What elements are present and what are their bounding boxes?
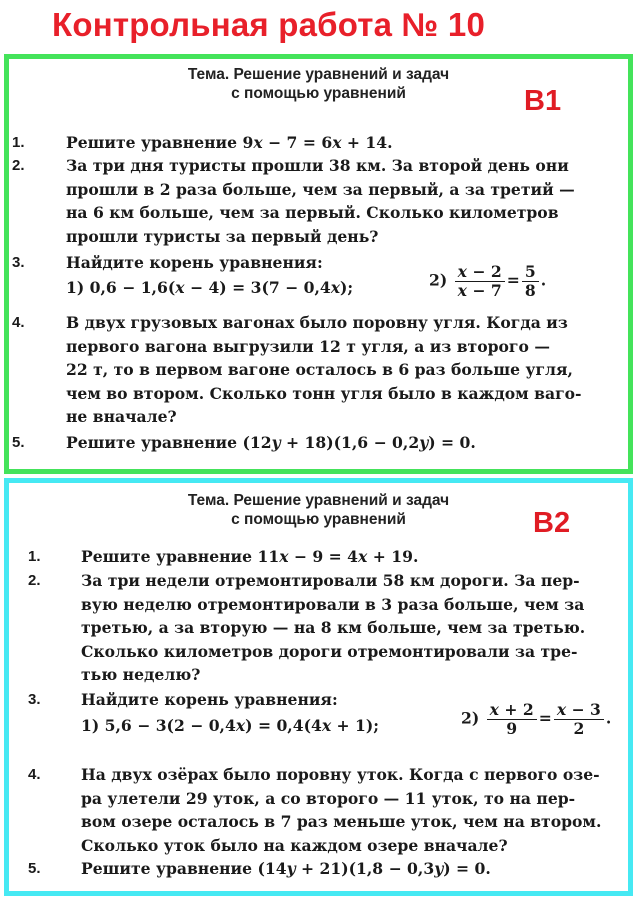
equation-end: . [605, 708, 612, 728]
task-line: За три недели отремонтировали 58 км дороги. За пер- [81, 571, 580, 590]
page-title: Контрольная работа № 10 [52, 6, 486, 43]
variant-2-box [4, 478, 633, 896]
fraction-right [522, 263, 539, 300]
task-line: вую неделю отремонтировали в 3 раза больше, чем за [81, 594, 585, 614]
variant-label: В2 [533, 507, 571, 539]
topic-line-2: с помощью уравнений [231, 85, 406, 102]
task-number: 3. [12, 254, 25, 271]
task-line: 22 т, то в первом вагоне осталось в 6 раз больше угля, [66, 360, 573, 380]
equation-2-prefix: 2) [461, 708, 480, 728]
task-line: на 6 км больше, чем за первый. Сколько километров [66, 203, 559, 223]
equals-sign: = [538, 708, 552, 728]
task-intro: Найдите корень уравнения: [66, 253, 323, 272]
equation-2 [429, 263, 546, 300]
task-line: вом озере осталось в 7 раз меньше уток, чем на втором. [81, 812, 602, 832]
topic-prefix: Тема. [187, 492, 230, 509]
equation-1: 1) 5,6 − 3(2 − 0,4x) = 0,4(4x + 1); [81, 716, 380, 735]
task-line: прошли туристы за первый день? [66, 226, 379, 246]
task-number: 3. [28, 691, 41, 708]
task-number: 4. [28, 766, 41, 783]
task-number: 5. [12, 434, 25, 451]
task-line: чем во втором. Сколько тонн угля было в каждом ваго- [66, 383, 582, 403]
fraction-numerator: 5 [522, 263, 539, 282]
fraction-numerator: x − 2 [455, 263, 505, 282]
task-line: ра улетели 29 уток, а со второго — 11 уток, то на пер- [81, 788, 576, 808]
equation-2 [461, 701, 611, 738]
fraction-numerator: x − 3 [554, 701, 604, 720]
topic-line-1: Решение уравнений и задач [229, 66, 450, 83]
task-line: первого вагона выгрузили 12 т угля, а из второго — [66, 336, 550, 356]
task-number: 2. [12, 157, 25, 174]
equation-end: . [540, 270, 547, 290]
task-line: На двух озёрах было поровну уток. Когда с первого озе- [81, 765, 600, 784]
task-line: Сколько уток было на каждом озере вначале? [81, 835, 508, 855]
fraction-left [487, 701, 537, 738]
equation-1: 1) 0,6 − 1,6(x − 4) = 3(7 − 0,4x); [66, 278, 354, 297]
task-number: 4. [12, 314, 25, 331]
fraction-denominator: 9 [506, 719, 518, 738]
variant-label: В1 [524, 85, 562, 117]
fraction-denominator: 2 [573, 719, 585, 738]
task-line: третью, а за вторую — на 8 км больше, чем за третью. [81, 618, 586, 638]
fraction-numerator: x + 2 [487, 701, 537, 720]
task-line: не вначале? [66, 407, 177, 427]
task-number: 1. [12, 134, 25, 151]
task-text: Решите уравнение 11x − 9 = 4x + 19. [81, 547, 419, 566]
task-text: Решите уравнение (14y + 21)(1,8 − 0,3y) = 0. [81, 859, 491, 878]
task-line: тью неделю? [81, 665, 201, 685]
variant-1-box [4, 54, 633, 474]
topic-line-2: с помощью уравнений [231, 511, 406, 528]
equation-2-prefix: 2) [429, 270, 448, 290]
task-line: прошли в 2 раза больше, чем за первый, а за третий — [66, 179, 575, 199]
task-text: Решите уравнение (12y + 18)(1,6 − 0,2y) = 0. [66, 433, 476, 452]
task-line: В двух грузовых вагонах было поровну угля. Когда из [66, 313, 568, 332]
task-number: 5. [28, 860, 41, 877]
task-number: 2. [28, 572, 41, 589]
topic-line-1: Решение уравнений и задач [229, 492, 450, 509]
fraction-right [554, 701, 604, 738]
task-line: За три дня туристы прошли 38 км. За второй день они [66, 156, 569, 175]
equals-sign: = [506, 270, 520, 290]
task-line: Сколько километров дороги отремонтировали за тре- [81, 641, 578, 661]
task-intro: Найдите корень уравнения: [81, 690, 338, 709]
task-number: 1. [28, 548, 41, 565]
fraction-left [455, 263, 505, 300]
task-text: Решите уравнение 9x − 7 = 6x + 14. [66, 133, 393, 152]
fraction-denominator: x − 7 [457, 281, 502, 300]
topic-prefix: Тема. [187, 66, 230, 83]
fraction-denominator: 8 [524, 281, 536, 300]
